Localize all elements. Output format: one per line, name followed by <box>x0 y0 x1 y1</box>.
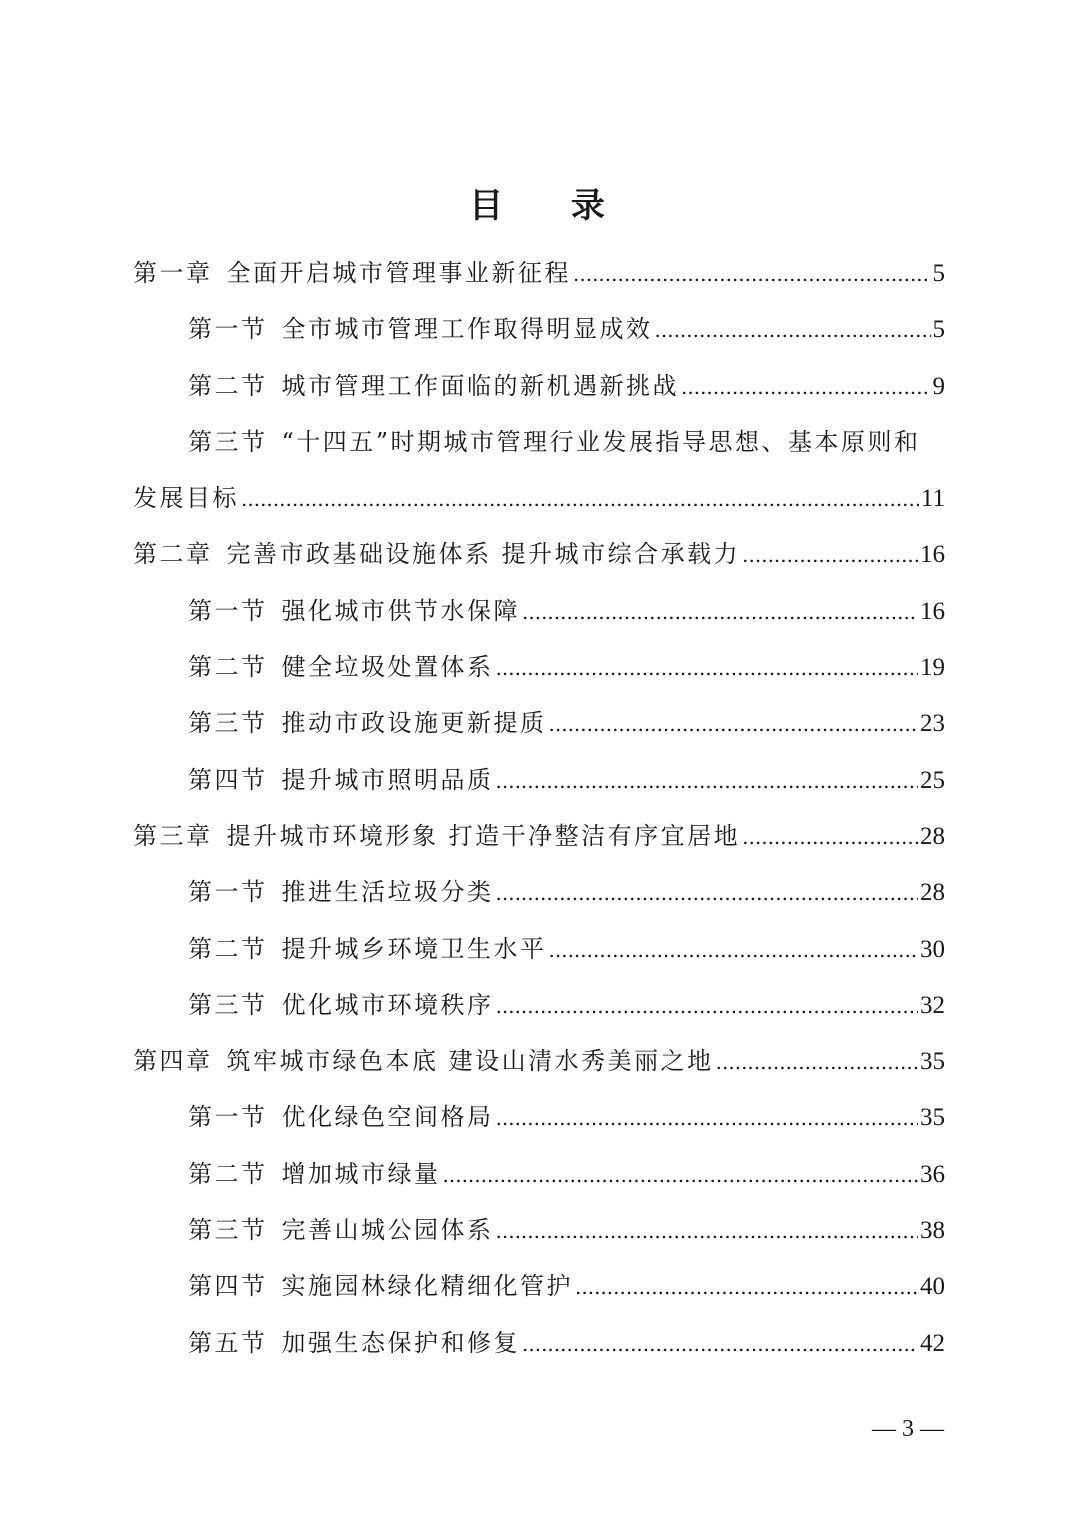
toc-leader-dots <box>549 922 919 978</box>
toc-entry-label <box>188 695 547 751</box>
toc-page-number: 23 <box>920 710 945 738</box>
toc-entry-label <box>133 526 740 582</box>
toc-page-number: 16 <box>920 541 945 569</box>
toc-entry-label <box>188 1146 441 1202</box>
toc-entry-number: 第四章 <box>133 1047 213 1076</box>
toc-page-number: 35 <box>920 1104 945 1132</box>
toc-entry-number: 第五节 <box>188 1328 268 1357</box>
toc-entry-label <box>188 301 653 357</box>
toc-entry <box>133 414 945 470</box>
toc-page-number: 25 <box>920 766 945 794</box>
toc-entry-title: 全面开启城市管理事业新征程 <box>226 259 571 287</box>
toc-leader-dots <box>575 1259 918 1315</box>
toc-section-entry <box>133 1258 945 1314</box>
toc-entry-label <box>188 1315 520 1371</box>
toc-entry-label <box>188 752 494 808</box>
toc-page-number: 19 <box>920 654 945 682</box>
toc-leader-dots <box>681 359 931 415</box>
toc-entry-title: 强化城市供节水保障 <box>281 596 520 625</box>
toc-entry-title: 完善山城公园体系 <box>281 1216 494 1245</box>
toc-entry-title: 提升城市环境形象 打造干净整洁有序宜居地 <box>226 821 741 850</box>
toc-page-number: 36 <box>920 1160 945 1188</box>
toc-leader-dots <box>549 696 919 752</box>
toc-section-entry <box>133 695 945 751</box>
toc-leader-dots <box>496 640 919 696</box>
toc-entry-title: 推动市政设施更新提质 <box>281 709 547 738</box>
toc-page-number: 16 <box>920 597 945 625</box>
toc-entry-title: 城市管理工作面临的新机遇新挑战 <box>281 371 679 400</box>
toc-entry-title: 全市城市管理工作取得明显成效 <box>281 315 653 344</box>
toc-leader-dots <box>496 753 919 809</box>
toc-section-entry <box>133 921 945 977</box>
toc-entry-number: 第二节 <box>188 1159 268 1188</box>
toc-entry-label <box>188 1202 494 1258</box>
toc-entry-number: 第三节 <box>188 1216 268 1245</box>
toc-page-number: 28 <box>920 822 945 850</box>
toc-page-number: 9 <box>932 372 945 400</box>
toc-page-number: 5 <box>932 260 945 287</box>
toc-entry-label <box>188 864 494 920</box>
toc-section-entry <box>133 1089 945 1145</box>
toc-entry-number: 第二章 <box>133 540 213 569</box>
toc-entry-label <box>133 808 740 864</box>
toc-leader-dots <box>522 1316 918 1372</box>
toc-leader-dots <box>522 584 918 640</box>
toc-entry-number: 第二节 <box>188 934 268 963</box>
toc-entry-title: 加强生态保护和修复 <box>281 1328 520 1357</box>
toc-entry-number: 第一节 <box>188 596 268 625</box>
toc-entry-number: 第三节 <box>188 709 268 738</box>
toc-entry-title: 推进生活垃圾分类 <box>281 878 494 907</box>
toc-entry-number: 第一节 <box>188 1103 268 1132</box>
toc-page-number: 5 <box>932 316 945 344</box>
toc-entry-title: 优化绿色空间格局 <box>281 1103 494 1132</box>
toc-section-entry <box>133 301 945 357</box>
toc-entry-number: 第四节 <box>188 1272 268 1301</box>
toc-leader-dots <box>655 302 931 358</box>
toc-entry-title: 筑牢城市绿色本底 建设山清水秀美丽之地 <box>226 1047 714 1076</box>
toc-section-entry <box>133 583 945 639</box>
toc-chapter-entry <box>133 808 945 864</box>
toc-section-entry <box>133 1202 945 1258</box>
toc-entry-title: 提升城乡环境卫生水平 <box>281 934 547 963</box>
toc-page-number: 42 <box>920 1329 945 1357</box>
toc-section-entry <box>133 1146 945 1202</box>
toc-entry-number: 第四节 <box>188 765 268 794</box>
toc-entry-title: 完善市政基础设施体系 提升城市综合承载力 <box>226 540 741 569</box>
toc-entry-continuation <box>133 470 945 526</box>
toc-entry-label <box>188 639 494 695</box>
toc-entry-number: 第二节 <box>188 653 268 682</box>
toc-page-number: 35 <box>920 1048 945 1076</box>
toc-chapter-entry <box>133 245 945 301</box>
toc-page-number: 11 <box>920 485 945 513</box>
toc-entry-title: 实施园林绿化精细化管护 <box>281 1272 573 1301</box>
toc-leader-dots <box>241 471 919 527</box>
toc-leader-dots <box>742 527 918 583</box>
page-number-footer: — 3 — <box>872 1416 944 1442</box>
toc-entry-number: 第一节 <box>188 315 268 344</box>
toc-entry-label <box>133 1033 714 1089</box>
toc-entry-title: 健全垃圾处置体系 <box>281 653 494 682</box>
toc-entry-number: 第三节 <box>188 427 268 456</box>
toc-entry-title: “十四五”时期城市管理行业发展指导思想、基本原则和 <box>281 427 921 456</box>
toc-page-number: 30 <box>920 935 945 963</box>
toc-section-entry <box>133 1315 945 1371</box>
toc-entry-label <box>133 245 571 301</box>
toc-leader-dots <box>496 1090 919 1146</box>
toc-entry-title: 提升城市照明品质 <box>281 765 494 794</box>
toc-page-number: 28 <box>920 879 945 907</box>
toc-leader-dots <box>496 1203 919 1259</box>
toc-leader-dots <box>496 978 919 1034</box>
toc-leader-dots <box>573 246 931 302</box>
toc-section-entry <box>133 977 945 1033</box>
toc-entry-number: 第一章 <box>133 259 213 287</box>
toc-chapter-entry <box>133 526 945 582</box>
toc-entry-label <box>188 358 679 414</box>
toc-entry-title: 增加城市绿量 <box>281 1159 441 1188</box>
toc-page-number: 40 <box>920 1273 945 1301</box>
toc-entry-title-cont: 发展目标 <box>133 484 239 513</box>
toc-leader-dots <box>443 1147 919 1203</box>
toc-leader-dots <box>742 809 918 865</box>
toc-leader-dots <box>716 1034 918 1090</box>
toc-entry-label <box>188 1089 494 1145</box>
toc-page-number: 38 <box>920 1217 945 1245</box>
table-of-contents <box>133 245 945 1371</box>
toc-entry-label <box>188 583 520 639</box>
toc-entry-number: 第二节 <box>188 371 268 400</box>
toc-leader-dots <box>496 865 919 921</box>
toc-entry-number: 第一节 <box>188 878 268 907</box>
toc-chapter-entry <box>133 1033 945 1089</box>
toc-entry-title: 优化城市环境秩序 <box>281 990 494 1019</box>
toc-section-entry <box>133 752 945 808</box>
toc-entry-number: 第三节 <box>188 990 268 1019</box>
toc-entry-label <box>188 977 494 1033</box>
toc-section-entry <box>133 864 945 920</box>
toc-page-number: 32 <box>920 991 945 1019</box>
toc-section-entry <box>133 358 945 414</box>
toc-entry-label <box>188 921 547 977</box>
page-title: 目 录 <box>469 186 633 226</box>
toc-entry-label <box>188 414 945 470</box>
toc-entry-label <box>188 1258 573 1314</box>
toc-section-entry <box>133 639 945 695</box>
toc-entry-number: 第三章 <box>133 821 213 850</box>
